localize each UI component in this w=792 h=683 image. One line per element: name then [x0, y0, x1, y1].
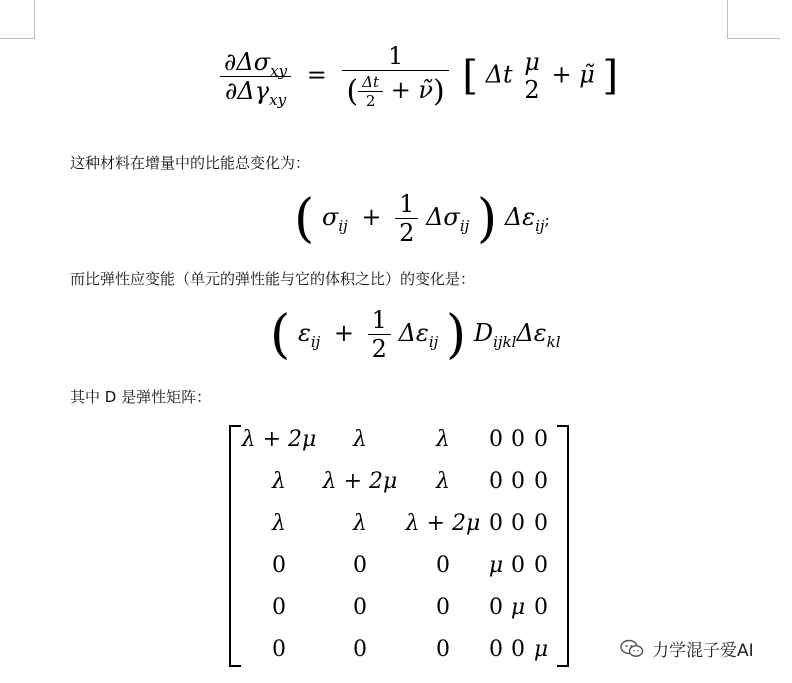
lhs-fraction: $\frac{\partial\Delta\sigma_{xy}}{\partial\Delta\gamma_{xy}}$: [220, 48, 291, 105]
matrix-cell: 0: [489, 427, 503, 452]
equation-shear-stiffness: $\frac{\partial\Delta\sigma_{xy}}{\partial\Delta\gamma_{xy}}$ = 1 ( $\frac{\Delta t}{2}$ + ν̃) [ Δt μ 2 + μ̃ ]: [220, 42, 618, 110]
paragraph-energy-total: 这种材料在增量中的比能总变化为：: [70, 154, 311, 172]
matrix-cell: 0: [436, 553, 450, 578]
paragraph-elastic-energy: 而比弹性应变能（单元的弹性能与它的体积之比）的变化是：: [70, 270, 476, 288]
matrix-cell: λ + 2μ: [241, 427, 317, 452]
watermark: [620, 636, 754, 661]
matrix-cell: 0: [534, 553, 548, 578]
matrix-cell: 0: [511, 427, 525, 452]
wechat-icon: [620, 639, 644, 659]
matrix-cell: μ: [488, 553, 504, 578]
watermark-text: 力学混子爱AI: [652, 641, 754, 661]
matrix-cell: 0: [489, 637, 503, 662]
paragraph-elastic-matrix: 其中 D 是弹性矩阵：: [70, 388, 212, 406]
matrix-cell: 0: [489, 595, 503, 620]
matrix-cell: λ: [272, 469, 286, 494]
matrix-cell: 0: [272, 553, 286, 578]
matrix-cell: 0: [272, 637, 286, 662]
matrix-cell: 0: [534, 511, 548, 536]
matrix-cell: λ: [353, 427, 367, 452]
matrix-cell: λ + 2μ: [322, 469, 398, 494]
matrix-cell: 0: [489, 511, 503, 536]
matrix-cell: λ: [436, 469, 450, 494]
elastic-matrix: [229, 425, 569, 665]
matrix-cell: 0: [511, 553, 525, 578]
matrix-cell: λ: [272, 511, 286, 536]
matrix-right-bracket: [557, 425, 569, 667]
matrix-cell: 0: [436, 637, 450, 662]
page-corner-mark-top-right: [727, 0, 780, 39]
matrix-cell: 0: [353, 637, 367, 662]
equation-total-energy: ( $\sigma_{ij}$ + $\frac{1}{2}$ $\Delta\sigma_{ij}$ ) $\Delta\varepsilon_{ij}$;: [294, 188, 550, 249]
equation-elastic-energy: ( $\varepsilon_{ij}$ + $\frac{1}{2}$ $\Delta\varepsilon_{ij}$ ) $D_{ijkl}\Delta\varepsilon_{kl}$: [270, 304, 561, 365]
matrix-cell: 0: [511, 469, 525, 494]
matrix-cell: μ: [533, 637, 549, 662]
page-corner-mark-top-left: [0, 0, 35, 39]
matrix-cell: 0: [534, 469, 548, 494]
matrix-cell: 0: [489, 469, 503, 494]
matrix-cell: λ + 2μ: [405, 511, 481, 536]
matrix-cell: 0: [353, 553, 367, 578]
matrix-cell: λ: [436, 427, 450, 452]
matrix-cell: λ: [353, 511, 367, 536]
matrix-cell: 0: [534, 427, 548, 452]
matrix-cell: 0: [272, 595, 286, 620]
matrix-cell: 0: [534, 595, 548, 620]
matrix-cell: 0: [511, 637, 525, 662]
matrix-cell: 0: [511, 511, 525, 536]
matrix-left-bracket: [229, 425, 241, 667]
matrix-cell: μ: [510, 595, 526, 620]
matrix-cell: 0: [353, 595, 367, 620]
matrix-cell: 0: [436, 595, 450, 620]
rhs-fraction: 1 ( $\frac{\Delta t}{2}$ + ν̃): [342, 42, 448, 110]
